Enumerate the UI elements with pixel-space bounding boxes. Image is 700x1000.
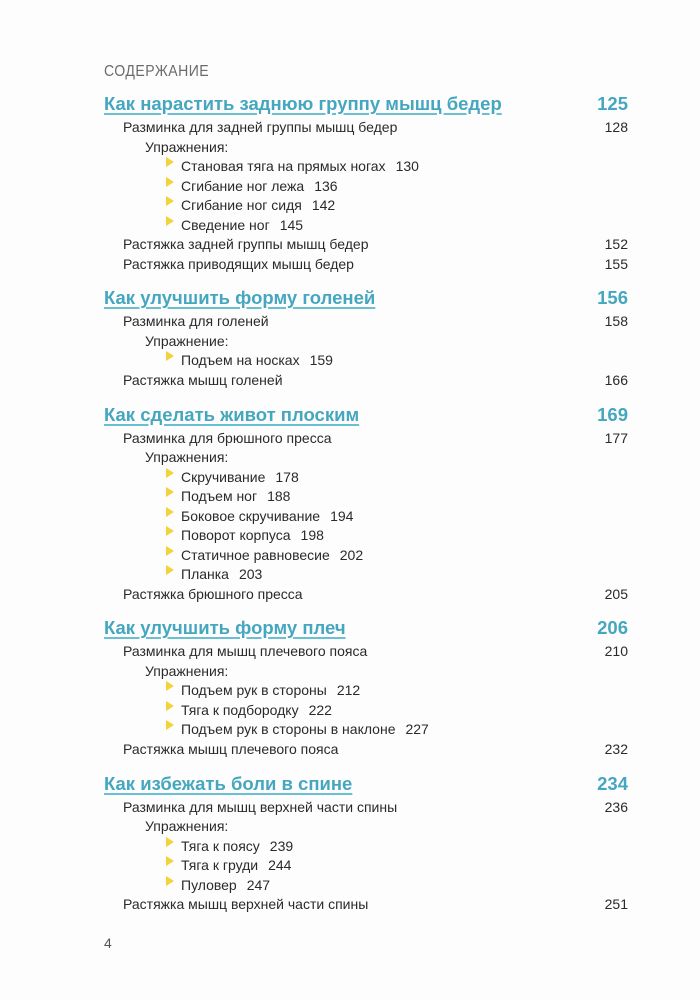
- entry-text: Упражнения:: [145, 662, 229, 679]
- subheading-label: [104, 662, 628, 682]
- subheading-label: [104, 817, 628, 837]
- entry-text: Подъем рук в стороны в наклоне: [181, 721, 396, 738]
- section-heading[interactable]: [104, 286, 628, 312]
- entry-page: 210: [604, 643, 628, 660]
- toc-entry[interactable]: [104, 798, 628, 818]
- entry-text: Пуловер: [181, 876, 237, 893]
- entry-text: Сведение ног: [181, 216, 270, 233]
- toc-section: [104, 616, 628, 759]
- entry-page: 232: [604, 740, 628, 757]
- exercise-entry[interactable]: [104, 487, 628, 507]
- section-page: 234: [597, 772, 628, 794]
- section-heading-link[interactable]: Как улучшить форму плеч: [104, 617, 346, 639]
- bullet-arrow-icon: [166, 720, 174, 730]
- entry-page: 202: [339, 546, 364, 563]
- entry-text: Разминка для голеней: [123, 313, 269, 330]
- exercise-entry[interactable]: [104, 351, 628, 371]
- bullet-arrow-icon: [166, 507, 174, 517]
- bullet-arrow-icon: [166, 876, 174, 886]
- bullet-arrow-icon: [166, 701, 174, 711]
- entry-text: Подъем ног: [181, 488, 258, 504]
- entry-page: 155: [604, 255, 628, 272]
- entry-page: 152: [604, 236, 628, 252]
- entry-page: 128: [604, 119, 628, 135]
- bullet-arrow-icon: [166, 196, 174, 206]
- entry-page: 194: [330, 507, 354, 524]
- entry-page: 212: [336, 682, 361, 699]
- bullet-arrow-icon: [166, 546, 174, 556]
- section-heading-link[interactable]: Как улучшить форму голеней: [104, 287, 376, 309]
- entry-text: Упражнения:: [145, 449, 229, 465]
- entry-page: 222: [308, 701, 332, 718]
- entry-text: Растяжка мышц верхней части спины: [123, 896, 369, 912]
- subheading-label: [104, 448, 628, 468]
- toc-entry[interactable]: [104, 371, 628, 391]
- section-page: 169: [597, 403, 628, 425]
- entry-text: Сгибание ног лежа: [181, 177, 305, 194]
- entry-text: Разминка для мышц верхней части спины: [123, 798, 398, 815]
- toc-section: [104, 286, 628, 390]
- entry-text: Планка: [181, 566, 229, 582]
- section-heading[interactable]: [104, 772, 628, 798]
- toc-entry[interactable]: [104, 585, 628, 605]
- exercise-entry[interactable]: [104, 837, 628, 857]
- entry-text: Растяжка мышц голеней: [123, 371, 283, 388]
- entry-text: Поворот корпуса: [181, 527, 291, 543]
- entry-text: Статичное равновесие: [181, 546, 330, 563]
- exercise-entry[interactable]: [104, 876, 628, 896]
- subheading-label: [104, 332, 628, 352]
- exercise-entry[interactable]: [104, 216, 628, 236]
- entry-text: Растяжка приводящих мышц бедер: [123, 255, 354, 272]
- entry-text: Боковое скручивание: [181, 507, 321, 524]
- table-of-contents: [104, 92, 628, 927]
- section-heading[interactable]: [104, 403, 628, 429]
- bullet-arrow-icon: [166, 565, 174, 575]
- entry-page: 166: [604, 371, 628, 388]
- entry-text: Разминка для задней группы мышц бедер: [123, 119, 398, 135]
- section-page: 156: [597, 287, 628, 309]
- exercise-entry[interactable]: [104, 546, 628, 566]
- entry-text: Тяга к подбородку: [181, 701, 299, 718]
- bullet-arrow-icon: [166, 177, 174, 187]
- exercise-entry[interactable]: [104, 681, 628, 701]
- entry-page: 188: [267, 488, 291, 504]
- entry-page: 130: [395, 158, 419, 174]
- entry-text: Растяжка брюшного пресса: [123, 585, 303, 602]
- subheading-label: [104, 138, 628, 158]
- entry-page: 236: [604, 798, 628, 815]
- entry-text: Упражнение:: [145, 332, 229, 349]
- entry-page: 159: [309, 352, 333, 369]
- exercise-entry[interactable]: [104, 507, 628, 527]
- exercise-entry[interactable]: [104, 701, 628, 721]
- entry-page: 227: [405, 721, 429, 738]
- entry-page: 158: [604, 313, 628, 330]
- toc-entry[interactable]: [104, 895, 628, 915]
- entry-page: 136: [314, 177, 338, 194]
- entry-text: Подъем на носках: [181, 352, 300, 369]
- entry-page: 247: [246, 876, 271, 893]
- entry-text: Растяжка задней группы мышц бедер: [123, 236, 369, 252]
- entry-page: 145: [279, 216, 304, 233]
- entry-page: 178: [275, 468, 299, 485]
- bullet-arrow-icon: [166, 468, 174, 478]
- toc-entry[interactable]: [104, 118, 628, 138]
- entry-page: 203: [238, 566, 263, 582]
- toc-section: [104, 772, 628, 915]
- toc-entry[interactable]: [104, 429, 628, 449]
- toc-entry[interactable]: [104, 312, 628, 332]
- entry-text: Растяжка мышц плечевого пояса: [123, 740, 339, 757]
- entry-text: Упражнения:: [145, 818, 229, 834]
- toc-title: СОДЕРЖАНИЕ: [104, 63, 210, 80]
- entry-page: 177: [604, 429, 628, 446]
- exercise-entry[interactable]: [104, 565, 628, 585]
- bullet-arrow-icon: [166, 216, 174, 226]
- entry-text: Разминка для брюшного пресса: [123, 429, 332, 446]
- section-heading[interactable]: [104, 92, 628, 118]
- section-heading[interactable]: [104, 616, 628, 642]
- section-page: 206: [597, 617, 628, 639]
- entry-text: Сгибание ног сидя: [181, 197, 302, 213]
- entry-page: 198: [300, 527, 324, 543]
- entry-text: Разминка для мышц плечевого пояса: [123, 643, 368, 660]
- bullet-arrow-icon: [166, 351, 174, 361]
- entry-page: 239: [269, 837, 294, 854]
- exercise-entry[interactable]: [104, 856, 628, 876]
- bullet-arrow-icon: [166, 487, 174, 497]
- entry-text: Тяга к груди: [181, 857, 259, 873]
- entry-text: Становая тяга на прямых ногах: [181, 158, 386, 174]
- exercise-entry[interactable]: [104, 196, 628, 216]
- toc-entry[interactable]: [104, 740, 628, 760]
- section-heading-link[interactable]: Как сделать живот плоским: [104, 403, 360, 425]
- entry-page: 251: [604, 896, 628, 912]
- bullet-arrow-icon: [166, 157, 174, 167]
- page-number: 4: [104, 935, 112, 951]
- section-page: 125: [597, 93, 628, 114]
- entry-page: 244: [268, 857, 292, 873]
- toc-entry[interactable]: [104, 255, 628, 275]
- entry-text: Подъем рук в стороны: [181, 682, 327, 699]
- section-heading-link[interactable]: Как избежать боли в спине: [104, 772, 353, 794]
- entry-page: 205: [604, 585, 628, 602]
- exercise-entry[interactable]: [104, 526, 628, 546]
- entry-text: Скручивание: [181, 468, 266, 485]
- bullet-arrow-icon: [166, 856, 174, 866]
- exercise-entry[interactable]: [104, 720, 628, 740]
- toc-section: [104, 92, 628, 274]
- entry-text: Тяга к поясу: [181, 837, 260, 854]
- bullet-arrow-icon: [166, 837, 174, 847]
- exercise-entry[interactable]: [104, 157, 628, 177]
- entry-page: 142: [311, 197, 336, 213]
- section-heading-link[interactable]: Как нарастить заднюю группу мышц бедер: [104, 93, 502, 114]
- entry-text: Упражнения:: [145, 138, 229, 155]
- toc-entry[interactable]: [104, 235, 628, 255]
- toc-section: [104, 403, 628, 605]
- bullet-arrow-icon: [166, 526, 174, 536]
- bullet-arrow-icon: [166, 681, 174, 691]
- toc-entry[interactable]: [104, 642, 628, 662]
- exercise-entry[interactable]: [104, 177, 628, 197]
- exercise-entry[interactable]: [104, 468, 628, 488]
